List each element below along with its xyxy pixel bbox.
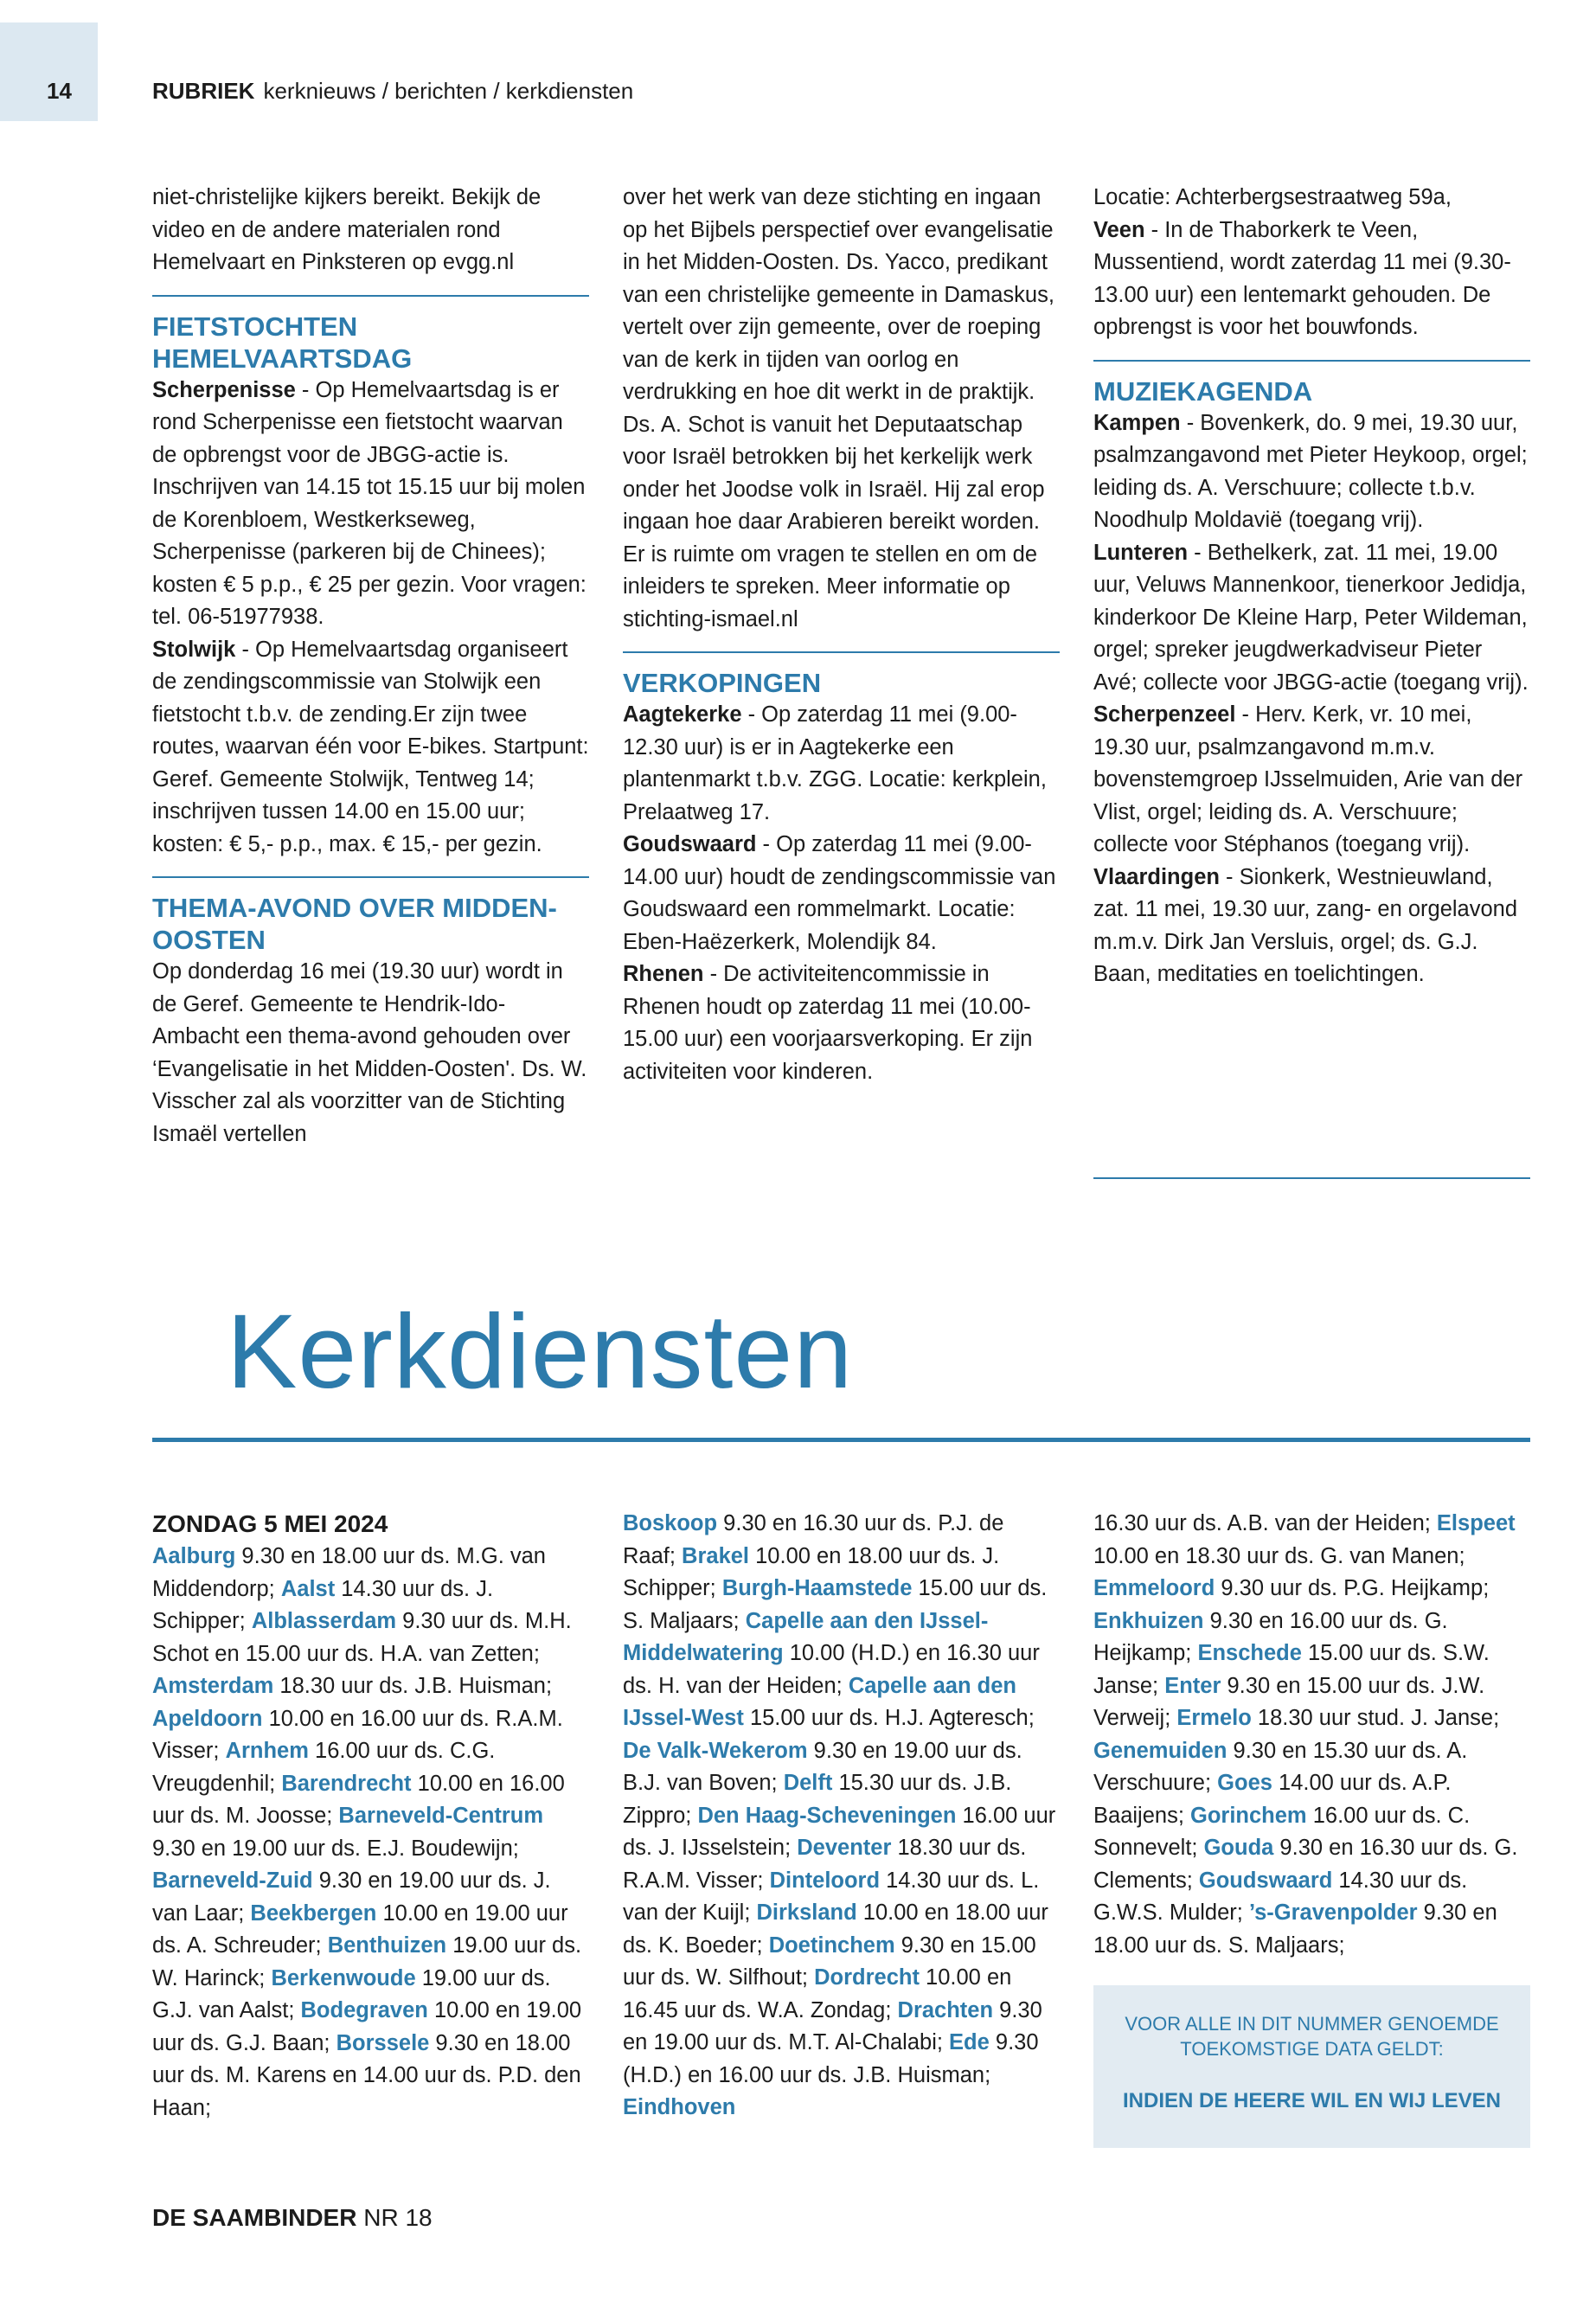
- thema-continued-2: Ds. A. Schot is vanuit het Deputaatschap voor Israël betrokken bij het kerkelijk werk onder het Joodse volk in Israël. Hij zal erop ingaan hoe daar Arabieren bereikt worden. Er is ruimte om vragen te stellen en om de inleiders te spreken. Meer informatie op stichting-ismael.nl: [623, 412, 1045, 631]
- service-text: 19.00 uur ds. G.J. van Aalst;: [152, 1965, 551, 2022]
- service-city: Berkenwoude: [271, 1965, 416, 1990]
- rubric-label: RUBRIEK: [152, 78, 255, 104]
- item-aagtekerke: [623, 699, 1060, 829]
- service-text: 14.30 uur ds. G.W.S. Mulder;: [1093, 1868, 1468, 1925]
- service-text: 10.00 en 19.00 uur ds. G.J. Baan;: [152, 1998, 582, 2055]
- place-name: Rhenen: [623, 962, 704, 986]
- services-column-2: [623, 1508, 1060, 2125]
- item-text: - Sionkerk, Westnieuwland, zat. 11 mei, 19.30 uur, zang- en orgelavond m.m.v. Dirk Jan Versluis, orgel; ds. G.J. Baan, meditaties en toelichtingen.: [1093, 864, 1518, 986]
- item-stolwijk: [152, 634, 589, 862]
- intro-text: niet-christelijke kijkers bereikt. Bekijk de video en de andere materialen rond Hemelvaart en Pinksteren op evgg.nl: [152, 185, 542, 274]
- service-city: Borssele: [336, 2030, 430, 2055]
- service-city: Gorinchem: [1190, 1803, 1307, 1828]
- service-text: 10.00 en 18.00 uur ds. J. Schipper;: [623, 1543, 1000, 1600]
- service-city: Ede: [949, 2030, 990, 2054]
- notice-box: [1093, 1985, 1530, 2148]
- place-name: Kampen: [1093, 410, 1181, 435]
- place-name: Aagtekerke: [623, 702, 742, 727]
- section-divider: [152, 876, 589, 878]
- service-city: Barneveld-Zuid: [152, 1868, 313, 1893]
- service-text: 15.30 uur ds. J.B. Zippro;: [623, 1771, 1012, 1828]
- service-text: 18.30 uur ds. R.A.M. Visser;: [623, 1836, 1027, 1893]
- service-city: Goudswaard: [1198, 1868, 1333, 1893]
- service-city: Dinteloord: [769, 1868, 881, 1893]
- item-text: - Op zaterdag 11 mei (9.00-12.30 uur) is er in Aagtekerke een plantenmarkt t.b.v. ZGG. Locatie: kerkplein, Prelaatweg 17.: [623, 702, 1047, 824]
- service-city: Alblasserdam: [251, 1609, 397, 1633]
- service-city: Barendrecht: [281, 1771, 412, 1796]
- service-city: Delft: [783, 1771, 833, 1795]
- item-scherpenzeel: [1093, 699, 1530, 862]
- service-city: Enkhuizen: [1093, 1608, 1204, 1633]
- service-city: Enschede: [1197, 1641, 1302, 1665]
- item-veen: [1093, 215, 1530, 344]
- item-text: - Op Hemelvaartsdag organiseert de zendingscommissie van Stolwijk een fietstocht t.b.v. de zending.Er zijn twee routes, waarvan één voor E-bikes. Startpunt: Geref. Gemeente Stolwijk, Tentweg 14; inschrijven tussen 14.00 en 15.00 uur; kosten: € 5,- p.p., max. € 15,- per gezin.: [152, 637, 589, 856]
- service-city: Aalburg: [152, 1544, 236, 1568]
- service-city: Goes: [1217, 1771, 1272, 1795]
- issue-number: NR 18: [363, 2204, 433, 2231]
- service-city: Brakel: [682, 1543, 750, 1568]
- news-column-1: [152, 182, 589, 1150]
- place-name: Vlaardingen: [1093, 864, 1220, 889]
- service-text: 15.00 uur ds. S. Maljaars;: [623, 1576, 1048, 1633]
- page-number: 14: [47, 78, 72, 104]
- service-text: 14.00 uur ds. A.P. Baaijens;: [1093, 1771, 1452, 1828]
- service-text: 14.30 uur ds. L. van der Kuijl;: [623, 1868, 1040, 1925]
- service-city: De Valk-Wekerom: [623, 1738, 808, 1763]
- services-list: [152, 1541, 589, 2125]
- section-divider: [1093, 360, 1530, 362]
- service-text: 16.00 uur ds. C. Sonnevelt;: [1093, 1803, 1471, 1860]
- thema-text: Op donderdag 16 mei (19.30 uur) wordt in de Geref. Gemeente te Hendrik-Ido-Ambacht een thema-avond gehouden over ‘Evangelisatie in het Midden-Oosten'. Ds. W. Visscher zal als voorzitter van de Stichting Ismaël vertellen: [152, 959, 587, 1146]
- service-city: Capelle aan den IJssel-Middelwatering: [623, 1608, 989, 1665]
- service-text: 10.00 en 16.45 uur ds. W.A. Zondag;: [623, 1965, 1012, 2022]
- service-text: 9.30 en 19.00 uur ds. J. van Laar;: [152, 1868, 551, 1926]
- service-city: Drachten: [897, 1997, 994, 2022]
- service-text: 16.00 uur ds. J. IJsselstein;: [623, 1803, 1056, 1860]
- section-heading-verkopingen: VERKOPINGEN: [623, 668, 822, 698]
- item-text: - De activiteitencommissie in Rhenen houdt op zaterdag 11 mei (10.00-15.00 uur) een voorjaarsverkoping. Er zijn activiteiten voor kinderen.: [623, 962, 1033, 1084]
- item-rhenen: [623, 958, 1060, 1088]
- service-text: 10.00 (H.D.) en 16.30 uur ds. H. van der Heiden;: [623, 1641, 1040, 1698]
- service-city: Amsterdam: [152, 1674, 274, 1698]
- place-name: Veen: [1093, 217, 1145, 242]
- thema-continued: over het werk van deze stichting en ingaan op het Bijbels perspectief over evangelisatie in het Midden-Oosten. Ds. Yacco, predikant van een christelijke gemeente in Damaskus, vertelt over zijn gemeente, over de roeping van de kerk in tijden van oorlog en verdrukking en hoe dit werkt in de praktijk.: [623, 185, 1054, 404]
- service-city: Enter: [1164, 1673, 1221, 1698]
- news-column-2: [623, 182, 1060, 1088]
- service-text: 16.30 uur ds. A.B. van der Heiden;: [1093, 1511, 1437, 1535]
- service-city: Doetinchem: [768, 1932, 895, 1958]
- service-city: Dordrecht: [814, 1965, 920, 1990]
- place-name: Lunteren: [1093, 540, 1189, 565]
- services-list: [1093, 1508, 1530, 1962]
- page-number-box: [0, 22, 98, 121]
- rubric-path: kerknieuws / berichten / kerkdiensten: [263, 78, 634, 104]
- service-text: 16.00 uur ds. C.G. Vreugdenhil;: [152, 1739, 496, 1796]
- service-city: Ermelo: [1176, 1706, 1252, 1730]
- item-lunteren: [1093, 537, 1530, 700]
- section-heading-muziekagenda: MUZIEKAGENDA: [1093, 375, 1313, 407]
- item-text: - In de Thaborkerk te Veen, Mussentiend, wordt zaterdag 11 mei (9.30-13.00 uur) een lentemarkt gehouden. De opbrengst is voor het bouwfonds.: [1093, 217, 1511, 339]
- kerkdiensten-rule: [152, 1438, 1530, 1442]
- notice-line-2: INDIEN DE HEERE WIL EN WIJ LEVEN: [1123, 2089, 1501, 2112]
- service-city: Benthuizen: [327, 1933, 447, 1958]
- service-text: 9.30 en 16.30 uur ds. P.J. de Raaf;: [623, 1511, 1004, 1568]
- item-text: - Op zaterdag 11 mei (9.00-14.00 uur) houdt de zendingscommissie van Goudswaard een rommelmarkt. Locatie: Eben-Haëzerkerk, Molendijk 84.: [623, 832, 1056, 954]
- service-text: 9.30 en 18.00 uur ds. S. Maljaars;: [1093, 1900, 1497, 1958]
- section-divider: [623, 651, 1060, 653]
- service-text: 18.30 uur stud. J. Janse;: [1251, 1706, 1500, 1730]
- locatie-text: Locatie: Achterbergsestraatweg 59a,: [1093, 185, 1452, 209]
- service-city: Emmeloord: [1093, 1576, 1215, 1600]
- place-name: Goudswaard: [623, 832, 757, 856]
- service-text: 10.00 en 18.00 uur ds. K. Boeder;: [623, 1900, 1048, 1958]
- service-city: Apeldoorn: [152, 1706, 263, 1731]
- service-text: 9.30 (H.D.) en 16.00 uur ds. J.B. Huisman;: [623, 2030, 1039, 2087]
- rubric-header: [152, 78, 633, 105]
- service-text: 9.30 en 15.00 uur ds. J.W. Verweij;: [1093, 1673, 1485, 1730]
- section-end-divider: [1093, 1177, 1530, 1179]
- services-column-3: [1093, 1508, 1530, 1962]
- item-text: - Herv. Kerk, vr. 10 mei, 19.30 uur, psalmzangavond m.m.v. bovenstemgroep IJsselmuiden, Arie van der Vlist, orgel; leiding ds. A. Verschuure; collecte voor Stéphanos (toegang vrij).: [1093, 702, 1523, 856]
- service-text: 10.00 en 16.00 uur ds. R.A.M. Visser;: [152, 1706, 563, 1763]
- item-text: - Bethelkerk, zat. 11 mei, 19.00 uur, Veluws Mannenkoor, tienerkoor Jedidja, kinderkoor De Kleine Harp, Peter Wildeman, orgel; spreker jeugdwerkadviseur Pieter Avé; collecte voor JBGG-actie (toegang vrij).: [1093, 540, 1529, 695]
- service-text: 10.00 en 18.30 uur ds. G. van Manen;: [1093, 1543, 1465, 1568]
- service-city: Den Haag-Scheveningen: [697, 1803, 957, 1828]
- service-city: ’s-Gravenpolder: [1248, 1900, 1418, 1925]
- place-name: Scherpenisse: [152, 377, 296, 402]
- service-text: 9.30 en 18.00 uur ds. M.G. van Middendorp;: [152, 1544, 546, 1601]
- service-text: 15.00 uur ds. H.J. Agteresch;: [743, 1706, 1035, 1730]
- services-column-1: [152, 1508, 589, 2125]
- notice-line-1: VOOR ALLE IN DIT NUMMER GENOEMDE TOEKOMSTIGE DATA GELDT:: [1125, 2013, 1499, 2060]
- service-text: 14.30 uur ds. J. Schipper;: [152, 1576, 494, 1633]
- service-city: Genemuiden: [1093, 1738, 1227, 1763]
- service-text: 9.30 en 15.00 uur ds. W. Silfhout;: [623, 1932, 1036, 1990]
- section-divider: [152, 295, 589, 297]
- service-city: Beekbergen: [250, 1900, 377, 1926]
- item-text: - Op Hemelvaartsdag is er rond Scherpenisse een fietstocht waarvan de opbrengst voor de JBGG-actie is. Inschrijven van 14.15 tot 15.15 uur bij molen de Korenbloem, Westkerkseweg, Scherpenisse (parkeren bij de Chinees); kosten € 5 p.p., € 25 per gezin. Voor vragen: tel. 06-51977938.: [152, 377, 586, 629]
- item-kampen: [1093, 407, 1530, 537]
- service-text: 9.30 en 16.30 uur ds. G. Clements;: [1093, 1836, 1518, 1893]
- item-text: - Bovenkerk, do. 9 mei, 19.30 uur, psalmzangavond met Pieter Heykoop, orgel; leiding ds. A. Verschuure; collecte t.b.v. Noodhulp Moldavië (toegang vrij).: [1093, 410, 1528, 532]
- section-heading-thema-avond: THEMA-AVOND OVER MIDDEN-OOSTEN: [152, 893, 557, 955]
- service-city: Eindhoven: [623, 2095, 736, 2119]
- service-text: 9.30 uur ds. M.H. Schot en 15.00 uur ds. H.A. van Zetten;: [152, 1609, 572, 1666]
- item-vlaardingen: [1093, 862, 1530, 991]
- service-city: Arnhem: [225, 1739, 309, 1763]
- service-city: Elspeet: [1436, 1511, 1516, 1535]
- item-scherpenisse: [152, 375, 589, 634]
- news-column-3: [1093, 182, 1530, 991]
- services-date-heading: ZONDAG 5 MEI 2024: [152, 1510, 388, 1537]
- service-text: 10.00 en 16.00 uur ds. M. Joosse;: [152, 1771, 565, 1828]
- service-city: Dirksland: [756, 1900, 857, 1925]
- kerkdiensten-title: Kerkdiensten: [227, 1292, 854, 1410]
- place-name: Scherpenzeel: [1093, 702, 1236, 727]
- service-city: Aalst: [280, 1576, 336, 1601]
- service-city: Barneveld-Centrum: [338, 1804, 544, 1828]
- service-text: 9.30 en 19.00 uur ds. B.J. van Boven;: [623, 1738, 1022, 1795]
- service-text: 9.30 en 15.30 uur ds. A. Verschuure;: [1093, 1738, 1468, 1795]
- service-text: 9.30 en 18.00 uur ds. M. Karens en 14.00 uur ds. P.D. den Haan;: [152, 2030, 581, 2120]
- service-text: 19.00 uur ds. W. Harinck;: [152, 1933, 582, 1990]
- service-text: 9.30 en 19.00 uur ds. E.J. Boudewijn;: [152, 1836, 519, 1861]
- footer: [152, 2204, 433, 2232]
- service-city: Deventer: [797, 1836, 892, 1860]
- service-text: 9.30 en 16.00 uur ds. G. Heijkamp;: [1093, 1608, 1448, 1665]
- service-city: Burgh-Haamstede: [721, 1576, 913, 1600]
- service-text: 18.30 uur ds. J.B. Huisman;: [273, 1674, 553, 1698]
- service-text: 15.00 uur ds. S.W. Janse;: [1093, 1641, 1490, 1698]
- service-city: Bodegraven: [300, 1998, 428, 2022]
- item-goudswaard: [623, 829, 1060, 958]
- publication-name: DE SAAMBINDER: [152, 2204, 357, 2231]
- service-city: Boskoop: [623, 1511, 718, 1535]
- services-list: [623, 1508, 1060, 2125]
- service-city: Capelle aan den IJssel-West: [623, 1673, 1016, 1730]
- service-text: 9.30 en 19.00 uur ds. M.T. Al-Chalabi;: [623, 1997, 1042, 2054]
- service-text: 10.00 en 19.00 uur ds. A. Schreuder;: [152, 1900, 568, 1958]
- service-text: 9.30 uur ds. P.G. Heijkamp;: [1215, 1576, 1490, 1600]
- place-name: Stolwijk: [152, 637, 236, 662]
- section-heading-fietstochten: FIETSTOCHTEN HEMELVAARTSDAG: [152, 311, 413, 374]
- service-city: Gouda: [1203, 1836, 1274, 1860]
